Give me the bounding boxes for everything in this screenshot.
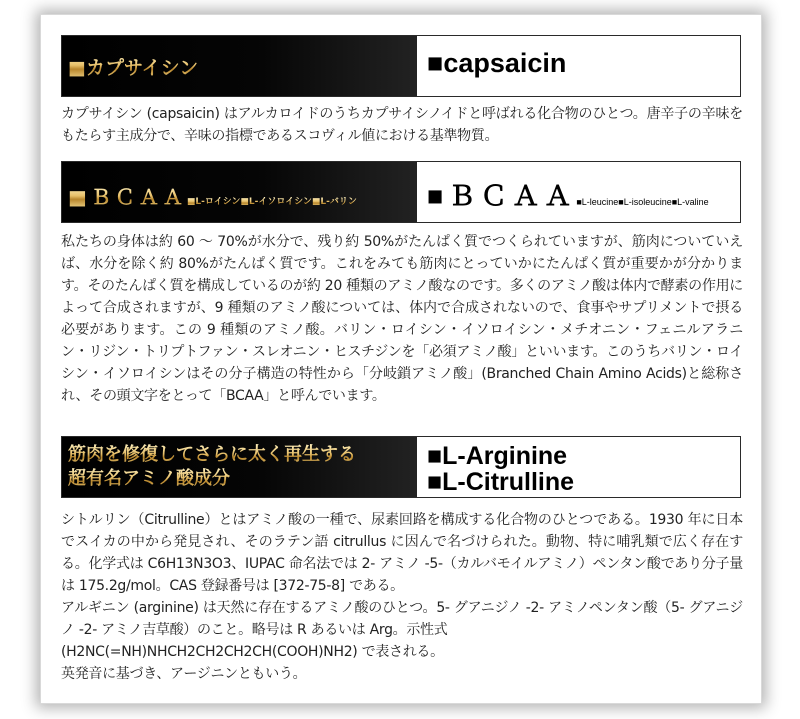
arginine-formula: (H2NC(=NH)NHCH2CH2CH2CH(COOH)NH2) で表される。 bbox=[61, 644, 444, 660]
bcaa-title-en: ■ＢＣＡＡ■L-leucine■L-isoleucine■L-valine bbox=[427, 181, 709, 211]
arginine-description bbox=[61, 509, 743, 685]
bcaa-description: 私たちの身体は約 60 ～ 70%が水分で、残り約 50%がたんぱく質でつくられていますが、筋肉についていえば、水分を除く約 80%がたんぱく質です。これをみても筋肉にとっていかにたんぱく質が重要かが分かります。そのたんぱく質を構成しているのが約 20 種類のアミノ酸なのです。多くのアミノ酸は体内で酵素の作用によって合成されますが、9 種類のアミノ酸については、体内で合成されないので、食事やサプリメントで摂る必要があります。この 9 種類のアミノ酸。バリン・ロイシン・イソロイシン・メチオニン・フェニルアラニン・リジン・トリプトファン・スレオニン・ヒスチジンを「必須アミノ酸」といいます。このうちバリン・ロイシン・イソロイシンはその分子構造の特性から「分岐鎖アミノ酸」(Branched Chain Amino Acids)と総称され、その頭文字をとって「BCAA」と呼んでいます。 bbox=[61, 234, 743, 404]
square-icon: ■ bbox=[427, 48, 444, 78]
bcaa-header bbox=[61, 161, 741, 223]
capsaicin-description: カプサイシン (capsaicin) はアルカロイドのうちカプサイシノイドと呼ばれる化合物のひとつ。唐辛子の辛味をもたらす主成分で、辛味の指標であるスコヴィル値における基準物質。 bbox=[61, 106, 743, 144]
arginine-header-en bbox=[417, 437, 740, 497]
bcaa-header-en bbox=[417, 162, 740, 222]
arginine-title-jp: 筋肉を修復してさらに太く再生する 超有名アミノ酸成分 bbox=[68, 444, 356, 489]
capsaicin-title-jp: ■カプサイシン bbox=[68, 53, 198, 80]
arginine-header-jp bbox=[62, 437, 417, 497]
capsaicin-header bbox=[61, 35, 741, 97]
bcaa-header-jp bbox=[62, 162, 417, 222]
arginine-header bbox=[61, 436, 741, 498]
arginine-title-en: ■L-Arginine ■L-Citrulline bbox=[427, 442, 575, 496]
capsaicin-header-jp bbox=[62, 36, 417, 96]
capsaicin-title-en: ■capsaicin bbox=[427, 48, 567, 78]
arginine-pronunciation: 英発音に基づき、アージニンともいう。 bbox=[61, 666, 307, 682]
arginine-paragraph: アルギニン (arginine) は天然に存在するアミノ酸のひとつ。5- グアニジノ -2- アミノペンタン酸（5- グアニジノ -2- アミノ吉草酸）のこと。略号は R あるいは Arg。示性式 bbox=[61, 600, 743, 638]
bcaa-title-jp: ■ＢＣＡＡ■L-ロイシン■L-イソロイシン■L-バリン bbox=[68, 185, 357, 209]
citrulline-paragraph: シトルリン（Citrulline）とはアミノ酸の一種で、尿素回路を構成する化合物のひとつである。1930 年に日本でスイカの中から発見され、そのラテン語 citrullus に因んで名づけられた。動物、特に哺乳類で広く存在する。化学式は C6H13N3O3、IUPAC 命名法では 2- アミノ -5-（カルバモイルアミノ）ペンタン酸であり分子量は 175.2g/mol。CAS 登録番号は [372-75-8] である。 bbox=[61, 512, 743, 594]
capsaicin-header-en bbox=[417, 36, 740, 96]
